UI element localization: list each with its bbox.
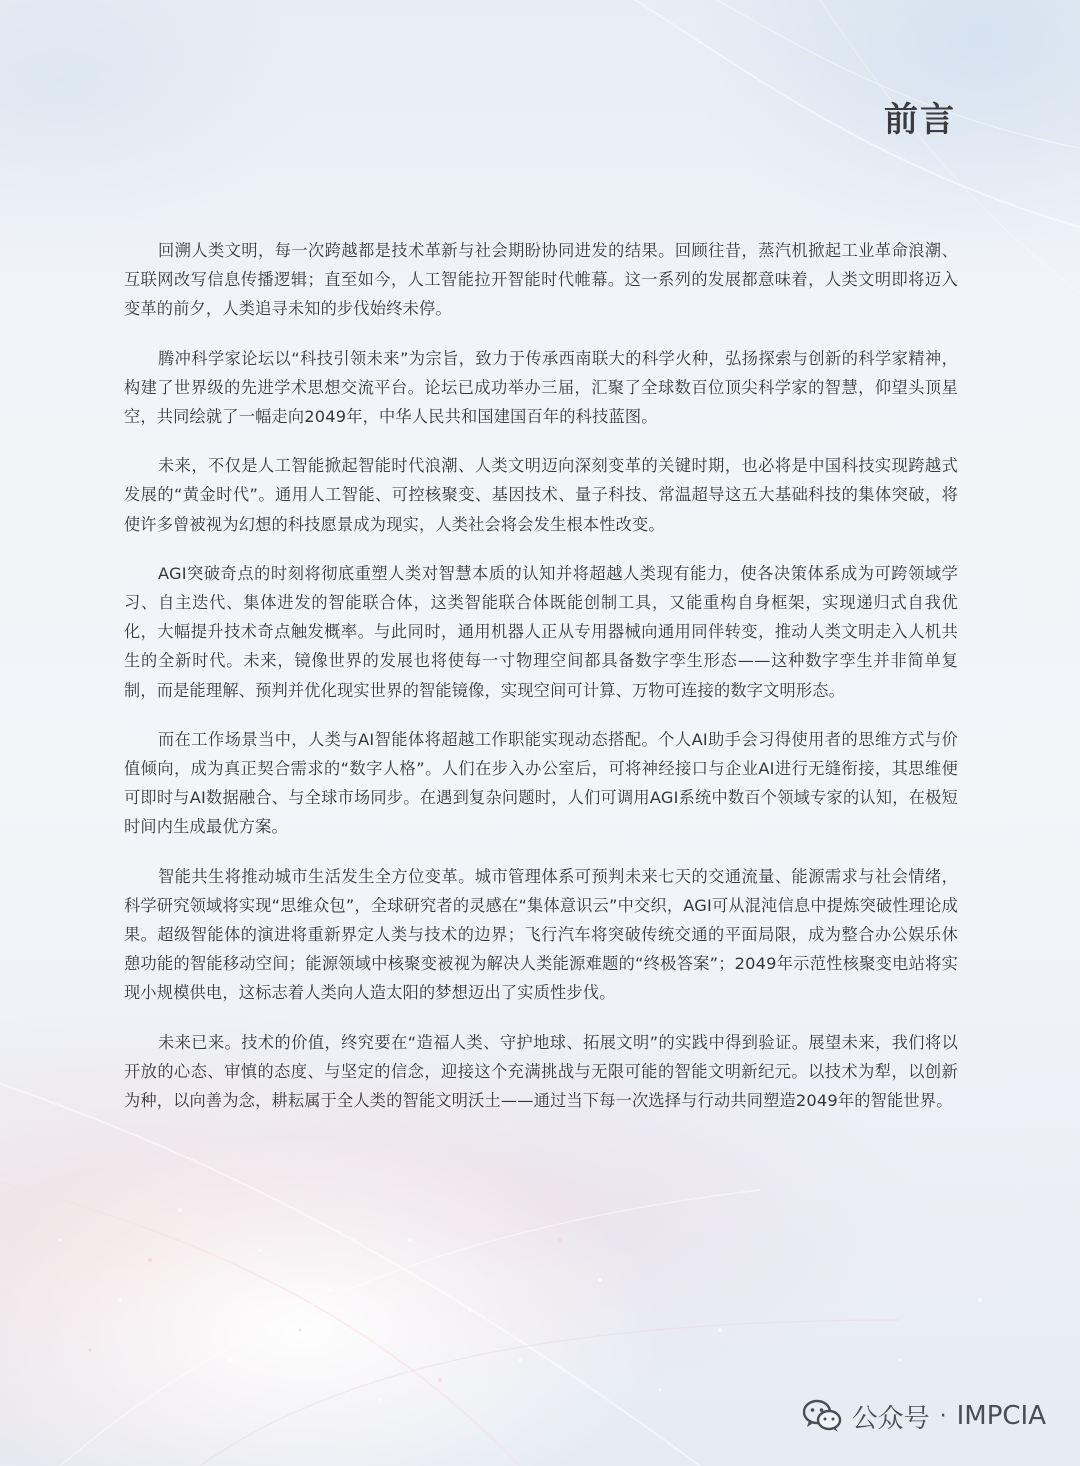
body-text	[124, 236, 958, 1135]
paragraph: 回溯人类文明，每一次跨越都是技术革新与社会期盼协同进发的结果。回顾往昔，蒸汽机掀起工业革命浪潮、互联网改写信息传播逻辑；直至如今，人工智能拉开智能时代帷幕。这一系列的发展都意味着，人类文明即将迈入变革的前夕，人类追寻未知的步伐始终未停。	[124, 241, 958, 319]
footer-separator: ·	[939, 1403, 947, 1429]
paragraph: 未来，不仅是人工智能掀起智能时代浪潮、人类文明迈向深刻变革的关键时期，也必将是中国科技实现跨越式发展的“黄金时代”。通用人工智能、可控核聚变、基因技术、量子科技、常温超导这五大基础科技的集体突破，将使许多曾被视为幻想的科技愿景成为现实，人类社会将会发生根本性改变。	[124, 456, 958, 534]
footer-account-name: IMPCIA	[956, 1401, 1046, 1431]
paragraph: 而在工作场景当中，人类与AI智能体将超越工作职能实现动态搭配。个人AI助手会习得使用者的思维方式与价值倾向，成为真正契合需求的“数字人格”。人们在步入办公室后，可将神经接口与企业AI进行无缝衔接，其思维便可即时与AI数据融合、与全球市场同步。在遇到复杂问题时，人们可调用AGI系统中数百个领域专家的认知，在极短时间内生成最优方案。	[124, 729, 958, 837]
page-title: 前言	[884, 100, 956, 140]
paragraph: AGI突破奇点的时刻将彻底重塑人类对智慧本质的认知并将超越人类现有能力，使各决策体系成为可跨领域学习、自主迭代、集体进发的智能联合体，这类智能联合体既能创制工具，又能重构自身框架，实现递归式自我优化，大幅提升技术奇点触发概率。与此同时，通用机器人正从专用器械向通用同伴转变，推动人类文明走入人机共生的全新时代。未来，镜像世界的发展也将使每一寸物理空间都具备数字孪生形态——这种数字孪生并非简单复制，而是能理解、预判并优化现实世界的智能镜像，实现空间可计算、万物可连接的数字文明形态。	[124, 563, 958, 700]
watermark	[802, 1396, 1046, 1436]
footer-channel-label: 公众号	[851, 1403, 930, 1434]
paragraph: 未来已来。技术的价值，终究要在“造福人类、守护地球、拓展文明”的实践中得到验证。展望未来，我们将以开放的心态、审慎的态度、与坚定的信念，迎接这个充满挑战与无限可能的智能文明新纪元。以技术为犁，以创新为种，以向善为念，耕耘属于全人类的智能文明沃土——通过当下每一次选择与行动共同塑造2049年的智能世界。	[124, 1032, 958, 1111]
paragraph: 腾冲科学家论坛以“科技引领未来”为宗旨，致力于传承西南联大的科学火种，弘扬探索与创新的科学家精神，构建了世界级的先进学术思想交流平台。论坛已成功举办三届，汇聚了全球数百位顶尖科学家的智慧，仰望头顶星空，共同绘就了一幅走向2049年，中华人民共和国建国百年的科技蓝图。	[124, 348, 958, 427]
wechat-icon	[802, 1398, 842, 1434]
paragraph: 智能共生将推动城市生活发生全方位变革。城市管理体系可预判未来七天的交通流量、能源需求与社会情绪，科学研究领域将实现“思维众包”，全球研究者的灵感在“集体意识云”中交织，AGI可从混沌信息中提炼突破性理论成果。超级智能体的演进将重新界定人类与技术的边界；飞行汽车将突破传统交通的平面局限，成为整合办公娱乐休憩功能的智能移动空间；能源领域中核聚变被视为解决人类能源难题的“终极答案”；2049年示范性核聚变电站将实现小规模供电，这标志着人类向人造太阳的梦想迈出了实质性步伐。	[124, 866, 958, 1003]
